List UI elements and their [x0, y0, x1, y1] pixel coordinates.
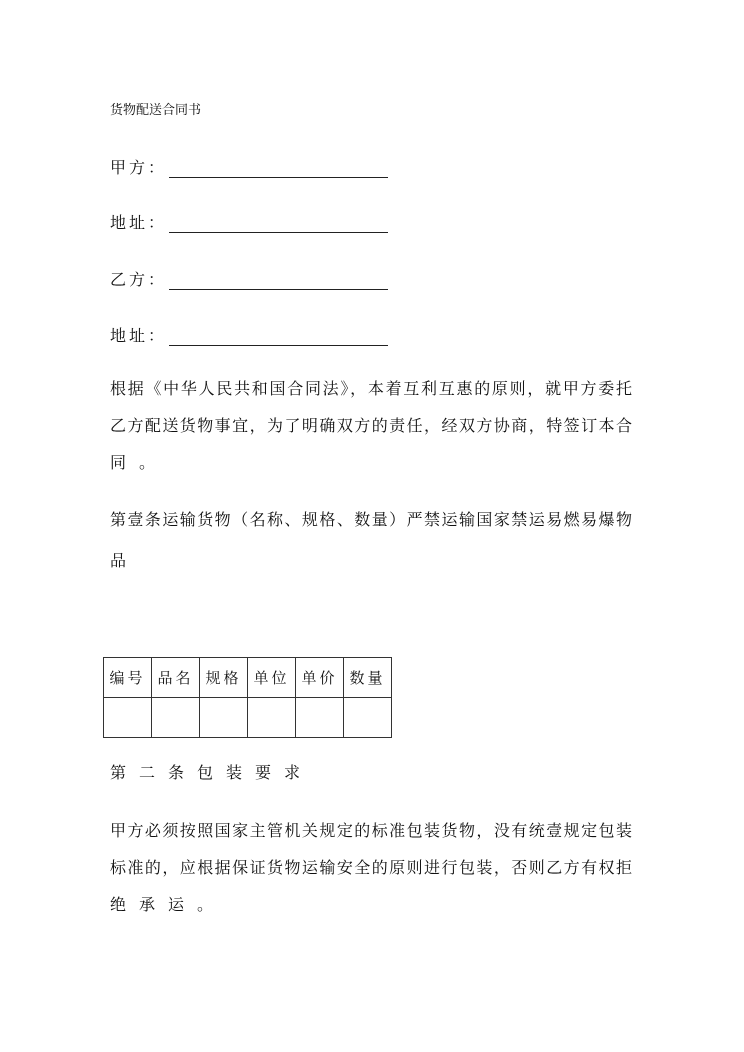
- header-cell: 品名: [152, 658, 200, 698]
- preamble-line: 根据《中华人民共和国合同法》，本着互利互惠的原则，就甲方委托: [110, 379, 632, 398]
- header-cell: 编号: [104, 658, 152, 698]
- table-row: [104, 698, 392, 738]
- article2-line: 标准的，应根据保证货物运输安全的原则进行包装，否则乙方有权拒: [110, 858, 632, 877]
- table-header-row: [104, 658, 392, 698]
- table-cell[interactable]: [200, 698, 248, 738]
- goods-table: [103, 657, 392, 738]
- preamble-line: 同。: [110, 453, 169, 472]
- field-label: 乙方：: [110, 270, 168, 289]
- table-cell[interactable]: [104, 698, 152, 738]
- blank-line[interactable]: [169, 327, 388, 346]
- table-cell[interactable]: [296, 698, 344, 738]
- party-a-address-field: [110, 210, 388, 233]
- table-cell[interactable]: [248, 698, 296, 738]
- party-b-address-field: [110, 323, 388, 346]
- header-cell: 数量: [344, 658, 392, 698]
- document-title: 货物配送合同书: [110, 103, 202, 118]
- blank-line[interactable]: [169, 159, 388, 178]
- blank-line[interactable]: [169, 214, 388, 233]
- field-label: 甲方：: [110, 158, 168, 177]
- table-cell[interactable]: [344, 698, 392, 738]
- preamble-line: 乙方配送货物事宜，为了明确双方的责任，经双方协商，特签订本合: [110, 416, 632, 435]
- article1-line: 品: [110, 551, 140, 570]
- field-label: 地址：: [110, 213, 168, 232]
- header-cell: 单位: [248, 658, 296, 698]
- article2-heading: 第二条包装要求: [110, 763, 314, 782]
- blank-line[interactable]: [169, 271, 388, 290]
- party-b-field: [110, 267, 388, 290]
- table-cell[interactable]: [152, 698, 200, 738]
- party-a-field: [110, 155, 388, 178]
- article2-line: 甲方必须按照国家主管机关规定的标准包装货物，没有统壹规定包装: [110, 821, 632, 840]
- article1-line: 第壹条运输货物（名称、规格、数量）严禁运输国家禁运易燃易爆物: [110, 510, 632, 529]
- header-cell: 规格: [200, 658, 248, 698]
- article2-line: 绝承运。: [110, 895, 227, 914]
- field-label: 地址：: [110, 326, 168, 345]
- header-cell: 单价: [296, 658, 344, 698]
